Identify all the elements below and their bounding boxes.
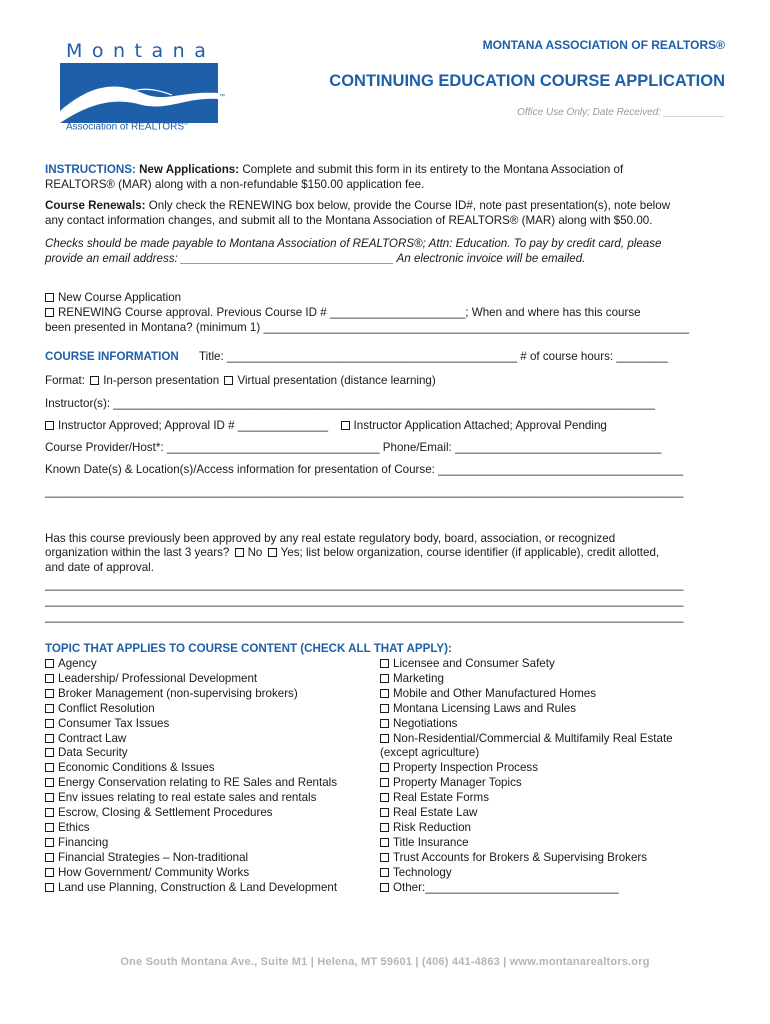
instructions-line-1: INSTRUCTIONS: New Applications: Complete and submit this form in its entirety to the Montana Association of <box>45 163 624 176</box>
new-course-checkbox[interactable] <box>45 293 54 302</box>
provider-field[interactable]: Course Provider/Host*: _________________________________ Phone/Email: ________________________________ <box>45 441 662 454</box>
topic-item[interactable]: Financing <box>45 836 337 851</box>
course-info-row <box>45 349 668 364</box>
topics-heading: TOPIC THAT APPLIES TO COURSE CONTENT (CHECK ALL THAT APPLY): <box>45 642 452 655</box>
topic-item[interactable]: Trust Accounts for Brokers & Supervising Brokers <box>380 851 673 866</box>
topic-item[interactable]: Consumer Tax Issues <box>45 717 337 732</box>
topic-checkbox[interactable] <box>45 853 54 862</box>
renewals-line-1: Course Renewals: Only check the RENEWING box below, provide the Course ID#, note past presentation(s), note below <box>45 199 671 212</box>
topic-checkbox[interactable] <box>45 748 54 757</box>
new-course-option[interactable]: New Course Application <box>45 290 181 305</box>
topic-checkbox[interactable] <box>380 689 389 698</box>
topic-item[interactable]: Land use Planning, Construction & Land Development <box>45 881 337 896</box>
instructions-line-2: REALTORS® (MAR) along with a non-refundable $150.00 application fee. <box>45 178 425 191</box>
topic-item[interactable]: Non-Residential/Commercial & Multifamily Real Estate <box>380 732 673 747</box>
topic-item[interactable]: Mobile and Other Manufactured Homes <box>380 687 673 702</box>
page-title: CONTINUING EDUCATION COURSE APPLICATION <box>329 72 725 90</box>
topic-item[interactable]: Negotiations <box>380 717 673 732</box>
topic-checkbox[interactable] <box>380 659 389 668</box>
format-row: Format: In-person presentation Virtual presentation (distance learning) <box>45 374 436 387</box>
renewals-line-2: any contact information changes, and submit all to the Montana Association of REALTORS® (MAR) along with $50.00. <box>45 214 653 227</box>
prior-approval-line-3: and date of approval. <box>45 561 154 574</box>
in-person-checkbox[interactable] <box>90 376 99 385</box>
known-dates-field[interactable]: Known Date(s) & Location(s)/Access information for presentation of Course: ______________________________________ <box>45 463 684 476</box>
topic-item[interactable]: Energy Conservation relating to RE Sales and Rentals <box>45 776 337 791</box>
prior-approval-blank-3[interactable]: ___________________________________________________________________________________________________ <box>45 610 684 623</box>
topic-item[interactable]: Risk Reduction <box>380 821 673 836</box>
known-dates-blank-line[interactable]: ___________________________________________________________________________________________________ <box>45 485 684 498</box>
topic-checkbox[interactable] <box>380 793 389 802</box>
course-info-heading: COURSE INFORMATION <box>45 350 179 363</box>
topic-checkbox[interactable] <box>45 778 54 787</box>
topic-checkbox[interactable] <box>380 778 389 787</box>
topic-item-continuation: (except agriculture) <box>380 746 480 760</box>
org-name: MONTANA ASSOCIATION OF REALTORS® <box>482 38 725 52</box>
topic-checkbox[interactable] <box>45 659 54 668</box>
topic-item[interactable]: Property Manager Topics <box>380 776 673 791</box>
logo-wordmark: Montana <box>66 40 216 62</box>
topic-checkbox[interactable] <box>380 883 389 892</box>
topic-item[interactable]: Financial Strategies – Non-traditional <box>45 851 337 866</box>
topics-left-column <box>45 657 337 896</box>
topic-checkbox[interactable] <box>380 763 389 772</box>
topic-item[interactable]: Env issues relating to real estate sales and rentals <box>45 791 337 806</box>
topic-checkbox[interactable] <box>45 793 54 802</box>
topic-item[interactable]: How Government/ Community Works <box>45 866 337 881</box>
instructor-pending-checkbox[interactable] <box>341 421 350 430</box>
topic-checkbox[interactable] <box>45 883 54 892</box>
topic-checkbox[interactable] <box>380 704 389 713</box>
instructor-approved-checkbox[interactable] <box>45 421 54 430</box>
renewing-option[interactable]: RENEWING Course approval. Previous Course ID # _____________________; When and where has this course <box>45 305 641 320</box>
prior-yes-checkbox[interactable] <box>268 548 277 557</box>
course-renewals-label: Course Renewals: <box>45 199 146 212</box>
logo <box>60 40 250 135</box>
topic-checkbox[interactable] <box>380 734 389 743</box>
checks-line-2[interactable]: provide an email address: _________________________________ An electronic invoice will be emailed. <box>45 252 586 265</box>
topic-checkbox[interactable] <box>380 674 389 683</box>
topic-item-other[interactable]: Other:______________________________ <box>380 881 673 896</box>
topic-checkbox[interactable] <box>380 868 389 877</box>
logo-tm: ™ <box>219 94 225 100</box>
logo-subtitle: Association of REALTORS® <box>66 121 189 133</box>
prior-approval-blank-2[interactable]: ___________________________________________________________________________________________________ <box>45 594 684 607</box>
topic-item[interactable]: Technology <box>380 866 673 881</box>
topic-item[interactable]: Ethics <box>45 821 337 836</box>
topic-checkbox[interactable] <box>45 719 54 728</box>
renewing-checkbox[interactable] <box>45 308 54 317</box>
title-field[interactable]: Title: _____________________________________________ # of course hours: ________ <box>199 350 668 363</box>
topic-checkbox[interactable] <box>45 868 54 877</box>
topic-item[interactable]: Title Insurance <box>380 836 673 851</box>
prior-approval-blank-1[interactable]: ___________________________________________________________________________________________________ <box>45 578 684 591</box>
topic-item[interactable]: Agency <box>45 657 337 672</box>
topic-checkbox[interactable] <box>45 704 54 713</box>
topic-checkbox[interactable] <box>45 763 54 772</box>
footer-address: One South Montana Ave., Suite M1 | Helena, MT 59601 | (406) 441-4863 | www.montanarealtors.org <box>120 956 650 968</box>
checks-line-1: Checks should be made payable to Montana Association of REALTORS®; Attn: Education. To pay by credit card, please <box>45 237 662 250</box>
topic-checkbox[interactable] <box>45 808 54 817</box>
topic-checkbox[interactable] <box>380 853 389 862</box>
topic-item[interactable]: Data Security <box>45 746 337 761</box>
topic-item[interactable]: Marketing <box>380 672 673 687</box>
topic-checkbox[interactable] <box>380 823 389 832</box>
topic-item[interactable]: Property Inspection Process <box>380 761 673 776</box>
topic-item[interactable]: Leadership/ Professional Development <box>45 672 337 687</box>
prior-approval-line-2: organization within the last 3 years? No Yes; list below organization, course identifier (if applicable), credit allotted, <box>45 546 660 559</box>
virtual-checkbox[interactable] <box>224 376 233 385</box>
instructions-label: INSTRUCTIONS: <box>45 163 136 176</box>
topic-item[interactable]: Montana Licensing Laws and Rules <box>380 702 673 717</box>
renewing-location-field[interactable]: been presented in Montana? (minimum 1) __________________________________________________________________ <box>45 321 690 334</box>
topic-item[interactable]: Escrow, Closing & Settlement Procedures <box>45 806 337 821</box>
prior-approval-line-1: Has this course previously been approved by any real estate regulatory body, board, association, or recognized <box>45 532 616 545</box>
topic-checkbox[interactable] <box>45 838 54 847</box>
topic-item[interactable]: Real Estate Law <box>380 806 673 821</box>
topic-item[interactable]: Economic Conditions & Issues <box>45 761 337 776</box>
topics-right-column <box>380 657 673 896</box>
topic-checkbox[interactable] <box>380 808 389 817</box>
topic-checkbox[interactable] <box>45 689 54 698</box>
topic-item[interactable]: Broker Management (non-supervising brokers) <box>45 687 337 702</box>
office-use-only: Office Use Only; Date Received: ___________ <box>517 107 725 118</box>
instructor-approval-row: Instructor Approved; Approval ID # ______________ Instructor Application Attached; Approval Pending <box>45 418 607 433</box>
topic-checkbox[interactable] <box>45 674 54 683</box>
prior-no-checkbox[interactable] <box>235 548 244 557</box>
new-applications-label: New Applications: <box>139 163 240 176</box>
topic-checkbox[interactable] <box>380 719 389 728</box>
topic-item[interactable]: Real Estate Forms <box>380 791 673 806</box>
topic-item[interactable]: Licensee and Consumer Safety <box>380 657 673 672</box>
topic-checkbox[interactable] <box>45 734 54 743</box>
instructors-field[interactable]: Instructor(s): ____________________________________________________________________________________ <box>45 397 655 410</box>
topic-item[interactable]: Contract Law <box>45 732 337 747</box>
topic-checkbox[interactable] <box>45 823 54 832</box>
topic-checkbox[interactable] <box>380 838 389 847</box>
topic-item[interactable]: Conflict Resolution <box>45 702 337 717</box>
